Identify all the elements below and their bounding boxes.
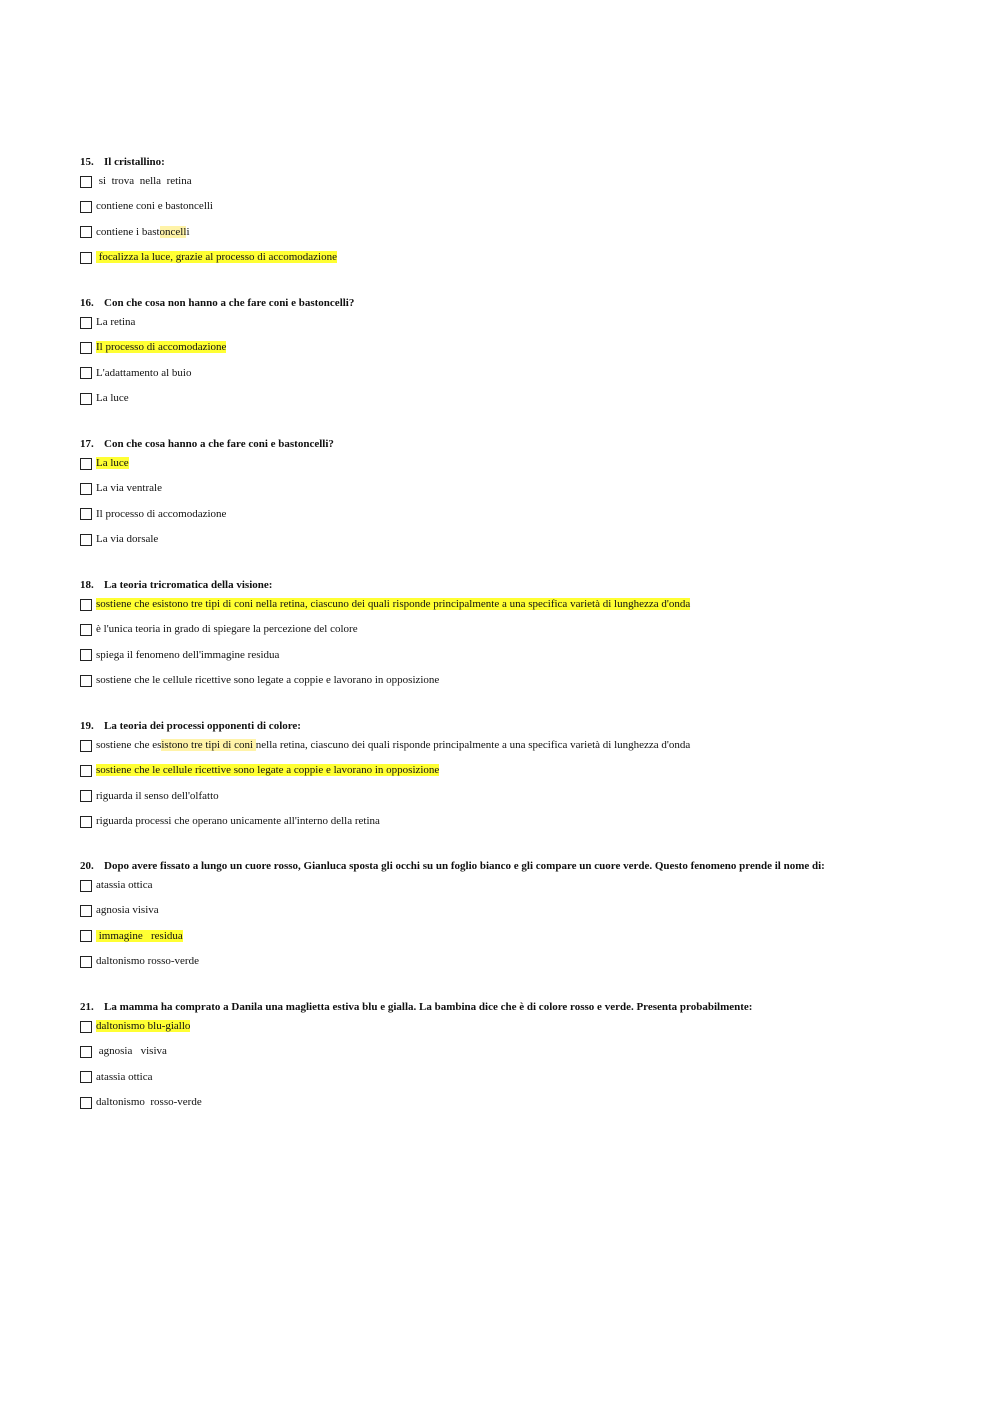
answer-text-pre: sostiene che es [96, 739, 162, 752]
question-text: La teoria dei processi opponenti di colore: [104, 720, 301, 732]
checkbox[interactable] [80, 880, 92, 892]
answer-text-highlight: sostiene che esistono tre tipi di coni nella retina, ciascuno dei quali risponde principalmente a una specifica varietà di lunghezza d'onda [96, 598, 691, 611]
answer-option[interactable] [80, 809, 980, 834]
answer-option[interactable] [80, 784, 980, 809]
answer-option[interactable] [80, 733, 980, 758]
answer-text-post: daltonismo rosso-verde [96, 1096, 202, 1109]
checkbox[interactable] [80, 956, 92, 968]
answer-label [95, 1096, 203, 1109]
answer-text-highlight: daltonismo blu-giallo [96, 1020, 191, 1033]
answer-option[interactable] [80, 592, 980, 617]
answer-text-post: riguarda processi che operano unicamente all'interno della retina [96, 815, 380, 828]
checkbox[interactable] [80, 740, 92, 752]
answer-text-post: daltonismo rosso-verde [96, 955, 199, 968]
answer-text-highlight: focalizza la luce, grazie al processo di accomodazione [96, 251, 337, 264]
answer-label [95, 649, 280, 662]
answer-label [95, 815, 381, 828]
checkbox[interactable] [80, 1046, 92, 1058]
answer-text-post: La via dorsale [96, 533, 159, 546]
answer-text-post: si trova nella retina [96, 175, 192, 188]
answer-label [95, 623, 359, 636]
answer-option[interactable] [80, 1014, 980, 1039]
answer-text-post: atassia ottica [96, 1070, 153, 1083]
question-title [80, 578, 980, 592]
answer-label [95, 790, 220, 803]
checkbox[interactable] [80, 201, 92, 213]
answer-text-highlight: sostiene che le cellule ricettive sono legate a coppie e lavorano in opposizione [96, 764, 440, 777]
answer-label [95, 904, 160, 917]
answer-option[interactable] [80, 668, 980, 693]
checkbox[interactable] [80, 624, 92, 636]
answer-label [95, 367, 192, 380]
answer-label [95, 1020, 191, 1033]
checkbox[interactable] [80, 252, 92, 264]
answer-text-post: nella retina, ciascuno dei quali risponde principalmente a una specifica varietà di lunghezza d'onda [255, 739, 691, 752]
question-title [80, 437, 980, 451]
answer-option[interactable] [80, 194, 980, 219]
question-6 [80, 859, 980, 974]
answer-label [95, 955, 200, 968]
answer-label [95, 200, 214, 213]
checkbox[interactable] [80, 176, 92, 188]
answer-text-highlight: La luce [96, 457, 129, 470]
answer-option[interactable] [80, 758, 980, 783]
checkbox[interactable] [80, 816, 92, 828]
question-title [80, 719, 980, 733]
answer-label [95, 316, 136, 329]
answer-label [95, 341, 227, 354]
answer-label [95, 598, 691, 611]
checkbox[interactable] [80, 765, 92, 777]
question-text: La mamma ha comprato a Danila una maglietta estiva blu e gialla. La bambina dice che è di colore rosso e verde. Presenta probabilmente: [104, 1001, 753, 1013]
answer-option[interactable] [80, 451, 980, 476]
answer-text-post: sostiene che le cellule ricettive sono legate a coppie e lavorano in opposizione [96, 674, 440, 687]
question-text: Dopo avere fissato a lungo un cuore rosso, Gianluca sposta gli occhi su un foglio bianco e gli compare un cuore verde. Questo fenomeno prende il nome di: [104, 860, 825, 872]
answer-option[interactable] [80, 898, 980, 923]
answer-text-post: atassia ottica [96, 879, 153, 892]
answer-option[interactable] [80, 873, 980, 898]
answer-text-post: i [186, 225, 190, 238]
checkbox[interactable] [80, 317, 92, 329]
checkbox[interactable] [80, 599, 92, 611]
answer-label [95, 930, 184, 943]
answer-label [95, 1071, 154, 1084]
checkbox[interactable] [80, 930, 92, 942]
question-number: 19. [80, 720, 94, 732]
answer-option[interactable] [80, 169, 980, 194]
question-number: 17. [80, 438, 94, 450]
answer-label [95, 251, 338, 264]
answer-option[interactable] [80, 1090, 980, 1115]
checkbox[interactable] [80, 675, 92, 687]
answer-text-post: L'adattamento al buio [96, 366, 192, 379]
question-5 [80, 719, 980, 834]
answer-option[interactable] [80, 502, 980, 527]
answer-option[interactable] [80, 335, 980, 360]
answer-option[interactable] [80, 617, 980, 642]
checkbox[interactable] [80, 534, 92, 546]
question-title [80, 296, 980, 310]
answer-label [95, 764, 440, 777]
answer-text-post: riguarda il senso dell'olfatto [96, 789, 219, 802]
answer-label [95, 739, 691, 752]
answer-text-post: è l'unica teoria in grado di spiegare la percezione del colore [96, 623, 358, 636]
checkbox[interactable] [80, 905, 92, 917]
checkbox[interactable] [80, 1071, 92, 1083]
checkbox[interactable] [80, 508, 92, 520]
question-7 [80, 1000, 980, 1115]
answer-text-post: La retina [96, 316, 136, 329]
answer-label [95, 482, 163, 495]
checkbox[interactable] [80, 458, 92, 470]
question-1 [80, 155, 980, 270]
answer-text-highlight: immagine residua [96, 929, 183, 942]
answer-text-post: contiene coni e bastoncelli [96, 200, 213, 213]
checkbox[interactable] [80, 790, 92, 802]
checkbox[interactable] [80, 226, 92, 238]
question-title [80, 155, 980, 169]
answer-label [95, 533, 159, 546]
answer-option[interactable] [80, 386, 980, 411]
checkbox[interactable] [80, 649, 92, 661]
checkbox[interactable] [80, 1097, 92, 1109]
question-number: 15. [80, 156, 94, 168]
answer-label [95, 508, 227, 521]
answer-label [95, 175, 193, 188]
checkbox[interactable] [80, 367, 92, 379]
answer-label [95, 226, 191, 239]
answer-label [95, 1045, 168, 1058]
answer-text-post: La via ventrale [96, 482, 162, 495]
question-text: La teoria tricromatica della visione: [104, 579, 273, 591]
question-number: 21. [80, 1001, 94, 1013]
answer-text-highlight: oncell [159, 225, 187, 238]
question-text: Il cristallino: [104, 156, 165, 168]
answer-option[interactable] [80, 1065, 980, 1090]
question-number: 20. [80, 860, 94, 872]
answer-label [95, 392, 130, 405]
answer-text-post: spiega il fenomeno dell'immagine residua [96, 648, 280, 661]
question-text: Con che cosa hanno a che fare coni e bastoncelli? [104, 438, 334, 450]
answer-option[interactable] [80, 527, 980, 552]
checkbox[interactable] [80, 342, 92, 354]
answer-option[interactable] [80, 220, 980, 245]
answer-text-post: La luce [96, 392, 129, 405]
answer-text-post: agnosia visiva [96, 1045, 167, 1058]
answer-option[interactable] [80, 643, 980, 668]
question-2 [80, 296, 980, 411]
answer-option[interactable] [80, 1039, 980, 1064]
answer-text-post: agnosia visiva [96, 904, 159, 917]
checkbox[interactable] [80, 483, 92, 495]
answer-label [95, 457, 130, 470]
answer-label [95, 674, 440, 687]
answer-option[interactable] [80, 310, 980, 335]
question-title [80, 859, 980, 873]
answer-text-highlight: Il processo di accomodazione [96, 341, 227, 354]
answer-option[interactable] [80, 245, 980, 270]
question-3 [80, 437, 980, 552]
question-number: 18. [80, 579, 94, 591]
answer-option[interactable] [80, 476, 980, 501]
checkbox[interactable] [80, 1021, 92, 1033]
question-number: 16. [80, 297, 94, 309]
answer-text-post: Il processo di accomodazione [96, 507, 227, 520]
answer-option[interactable] [80, 949, 980, 974]
checkbox[interactable] [80, 393, 92, 405]
answer-text-pre: contiene i bast [96, 225, 160, 238]
question-text: Con che cosa non hanno a che fare coni e bastoncelli? [104, 297, 355, 309]
question-title [80, 1000, 980, 1014]
question-4 [80, 578, 980, 693]
answer-label [95, 879, 154, 892]
answer-text-highlight: istono tre tipi di coni [161, 739, 256, 752]
answer-option[interactable] [80, 361, 980, 386]
answer-option[interactable] [80, 924, 980, 949]
